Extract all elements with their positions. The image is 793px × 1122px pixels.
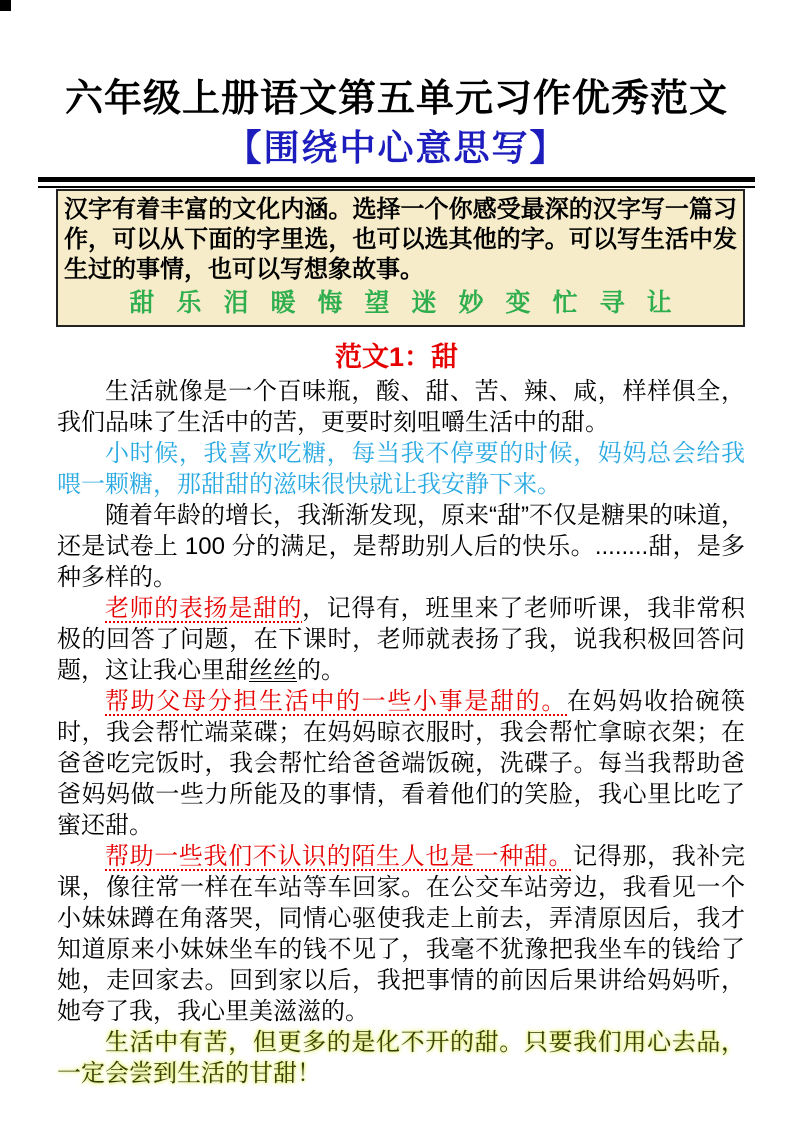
essay-paragraph — [57, 1027, 745, 1089]
essay-paragraph — [57, 500, 745, 593]
text-segment: 老师的表扬是甜的 — [105, 595, 303, 623]
essay-heading: 范文1：甜 — [334, 342, 459, 373]
text-segment: 在妈妈收拾碗筷时，我会帮忙端菜碟；在妈妈晾衣服时，我会帮忙拿晾衣架；在爸爸吃完饭时，我会帮忙给爸爸端饭碗，洗碟子。每当我帮助爸爸妈妈做一些力所能及的事情，看着他们的笑脸，我心里比吃了蜜还甜。 — [57, 688, 745, 840]
text-segment: 的。 — [297, 657, 345, 685]
word-list-item: 寻 — [599, 289, 625, 318]
essay-paragraph — [57, 686, 745, 841]
essay-paragraph — [57, 376, 745, 438]
essay-paragraph — [57, 593, 745, 686]
text-segment: 生活中有苦，但更多的是化不开的甜。只要我们用心去品，一定会尝到生活的甘甜！ — [57, 1029, 745, 1088]
text-segment: 随着年龄的增长，我渐渐发现，原来“甜”不仅是糖果的味道，还是试卷上 100 分的满足，是帮助别人后的快乐。........甜，是多种多样的。 — [57, 502, 745, 592]
corner-mark — [0, 0, 11, 11]
text-segment: 生活就像是一个百味瓶，酸、甜、苦、辣、咸，样样俱全，我们品味了生活中的苦，更要时刻咀嚼生活中的甜。 — [57, 378, 745, 437]
word-list-item: 甜 — [129, 289, 155, 318]
text-segment: 丝丝 — [249, 657, 297, 685]
text-segment: 记得那，我补完课，像往常一样在车站等车回家。在公交车站旁边，我看见一个小妹妹蹲在角落哭，同情心驱使我走上前去，弄清原因后，我才知道原来小妹妹坐车的钱不见了，我毫不犹豫把我坐车的钱给了她，走回家去。回到家以后，我把事情的前因后果讲给妈妈听，她夸了我，我心里美滋滋的。 — [57, 843, 746, 1026]
word-list-item: 变 — [505, 289, 531, 318]
essay-paragraph — [57, 438, 745, 500]
word-list-item: 泪 — [223, 289, 249, 318]
word-list-item: 望 — [364, 289, 390, 318]
prompt-box — [56, 189, 745, 327]
text-segment: 帮助一些我们不认识的陌生人也是一种甜。 — [105, 843, 574, 871]
essay-body — [57, 376, 745, 1089]
text-segment: ，记得有，班里来了老师听课，我非常积极的回答了问题，在下课时，老师就表扬了我，说我积极回答问题，这让我心里甜 — [57, 595, 746, 685]
word-list-item: 迷 — [411, 289, 437, 318]
essay-paragraph — [57, 841, 745, 1027]
text-segment: 小时候，我喜欢吃糖，每当我不停要的时候，妈妈总会给我喂一颗糖，那甜甜的滋味很快就让我安静下来。 — [57, 440, 745, 499]
word-list — [64, 287, 737, 319]
prompt-text: 汉字有着丰富的文化内涵。选择一个你感受最深的汉字写一篇习作，可以从下面的字里选，也可以选其他的字。可以写生活中发生过的事情，也可以写想象故事。 — [64, 196, 737, 284]
word-list-item: 妙 — [458, 289, 484, 318]
word-list-item: 悔 — [317, 289, 343, 318]
word-list-item: 暖 — [270, 289, 296, 318]
page-title: 六年级上册语文第五单元习作优秀范文 — [64, 78, 728, 120]
page-subtitle: 【围绕中心意思写】 — [225, 126, 568, 168]
text-segment: 帮助父母分担生活中的一些小事是甜的。 — [105, 688, 567, 716]
word-list-item: 乐 — [176, 289, 202, 318]
double-rule-divider — [38, 177, 755, 188]
word-list-item: 让 — [646, 289, 672, 318]
word-list-item: 忙 — [552, 289, 578, 318]
